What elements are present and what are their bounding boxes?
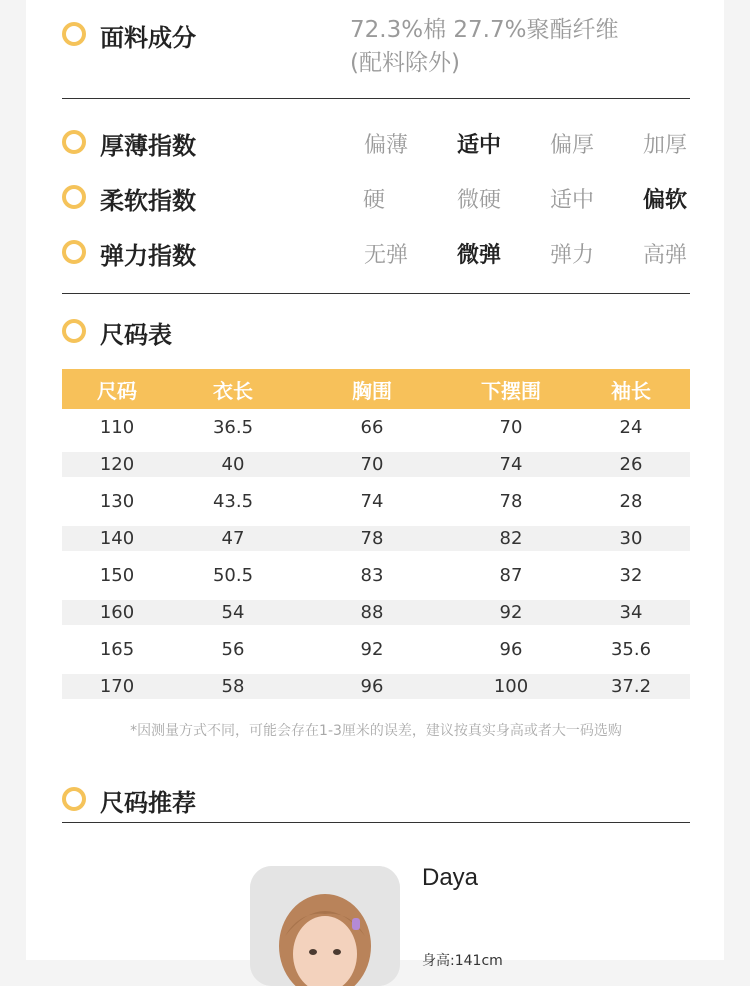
- cell-chest: 96: [360, 676, 384, 697]
- cell-length: 40: [221, 454, 245, 475]
- thickness-level: 加厚: [642, 133, 687, 158]
- cell-hem: 96: [499, 639, 523, 660]
- header-sleeve: 袖长: [611, 378, 651, 403]
- cell-chest: 88: [360, 602, 384, 623]
- model-name: Daya: [422, 864, 479, 891]
- cell-sleeve: 24: [619, 417, 643, 438]
- cell-sleeve: 32: [619, 565, 643, 586]
- bullet-circle-icon: [62, 22, 86, 46]
- cell-hem: 87: [499, 565, 523, 586]
- model-photo: [250, 866, 400, 986]
- thickness-level: 偏厚: [549, 133, 594, 158]
- cell-size: 130: [99, 491, 135, 512]
- softness-level: 微硬: [456, 188, 501, 213]
- bullet-circle-icon: [62, 319, 86, 343]
- size-table: [62, 369, 690, 705]
- cell-size: 110: [99, 417, 135, 438]
- cell-hem: 82: [499, 528, 523, 549]
- cell-hem: 70: [499, 417, 523, 438]
- size-recommend-title: 尺码推荐: [100, 789, 196, 817]
- model-height: 身高:141cm: [422, 953, 503, 969]
- thickness-level-selected: 适中: [456, 133, 501, 158]
- header-length: 衣长: [213, 378, 253, 403]
- cell-size: 165: [99, 639, 135, 660]
- cell-sleeve: 28: [619, 491, 643, 512]
- cell-length: 56: [221, 639, 245, 660]
- table-row: [62, 409, 690, 446]
- fabric-value: 72.3%棉 27.7%聚酯纤维: [350, 17, 619, 43]
- fabric-label: 面料成分: [100, 24, 196, 52]
- bullet-circle-icon: [62, 130, 86, 154]
- cell-size: 160: [99, 602, 135, 623]
- cell-sleeve: 35.6: [610, 639, 652, 660]
- header-hem: 下摆围: [481, 378, 541, 403]
- table-row: [62, 483, 690, 520]
- header-size: 尺码: [97, 378, 137, 403]
- cell-sleeve: 26: [619, 454, 643, 475]
- size-table-header: [62, 369, 690, 409]
- divider: [62, 822, 690, 823]
- elasticity-level-selected: 微弹: [456, 243, 501, 268]
- cell-hem: 100: [493, 676, 529, 697]
- bullet-circle-icon: [62, 240, 86, 264]
- elasticity-level: 高弹: [642, 243, 687, 268]
- cell-length: 47: [221, 528, 245, 549]
- softness-index-label: 柔软指数: [100, 187, 196, 215]
- table-row: [62, 452, 690, 477]
- model-photo-image: [250, 866, 400, 986]
- elasticity-index-label: 弹力指数: [100, 242, 196, 270]
- table-row: [62, 631, 690, 668]
- table-row: [62, 600, 690, 625]
- measurement-note: *因测量方式不同，可能会存在1-3厘米的误差，建议按真实身高或者大一码选购: [130, 723, 622, 739]
- cell-size: 140: [99, 528, 135, 549]
- cell-length: 36.5: [212, 417, 254, 438]
- cell-length: 54: [221, 602, 245, 623]
- table-row: [62, 557, 690, 594]
- fabric-value-note: (配料除外): [350, 50, 460, 76]
- divider: [62, 98, 690, 99]
- cell-chest: 66: [360, 417, 384, 438]
- cell-sleeve: 34: [619, 602, 643, 623]
- bullet-circle-icon: [62, 787, 86, 811]
- elasticity-level: 无弹: [363, 243, 408, 268]
- cell-chest: 83: [360, 565, 384, 586]
- cell-chest: 70: [360, 454, 384, 475]
- cell-length: 50.5: [212, 565, 254, 586]
- bullet-circle-icon: [62, 185, 86, 209]
- cell-size: 150: [99, 565, 135, 586]
- header-chest: 胸围: [352, 378, 392, 403]
- cell-hem: 74: [499, 454, 523, 475]
- size-table-body: [62, 409, 690, 699]
- cell-chest: 78: [360, 528, 384, 549]
- cell-length: 43.5: [212, 491, 254, 512]
- table-row: [62, 674, 690, 699]
- cell-chest: 74: [360, 491, 384, 512]
- cell-chest: 92: [360, 639, 384, 660]
- cell-hem: 78: [499, 491, 523, 512]
- thickness-index-label: 厚薄指数: [100, 132, 196, 160]
- fabric-composition: [350, 14, 710, 80]
- softness-level: 硬: [362, 188, 385, 213]
- cell-size: 120: [99, 454, 135, 475]
- softness-level-selected: 偏软: [642, 188, 687, 213]
- table-row: [62, 526, 690, 551]
- softness-level: 适中: [549, 188, 594, 213]
- cell-size: 170: [99, 676, 135, 697]
- cell-hem: 92: [499, 602, 523, 623]
- cell-length: 58: [221, 676, 245, 697]
- size-info-page: [26, 0, 724, 969]
- elasticity-level: 弹力: [549, 243, 594, 268]
- cell-sleeve: 30: [619, 528, 643, 549]
- size-chart-title: 尺码表: [100, 321, 172, 349]
- thickness-level: 偏薄: [363, 133, 408, 158]
- divider: [62, 293, 690, 294]
- cell-sleeve: 37.2: [610, 676, 652, 697]
